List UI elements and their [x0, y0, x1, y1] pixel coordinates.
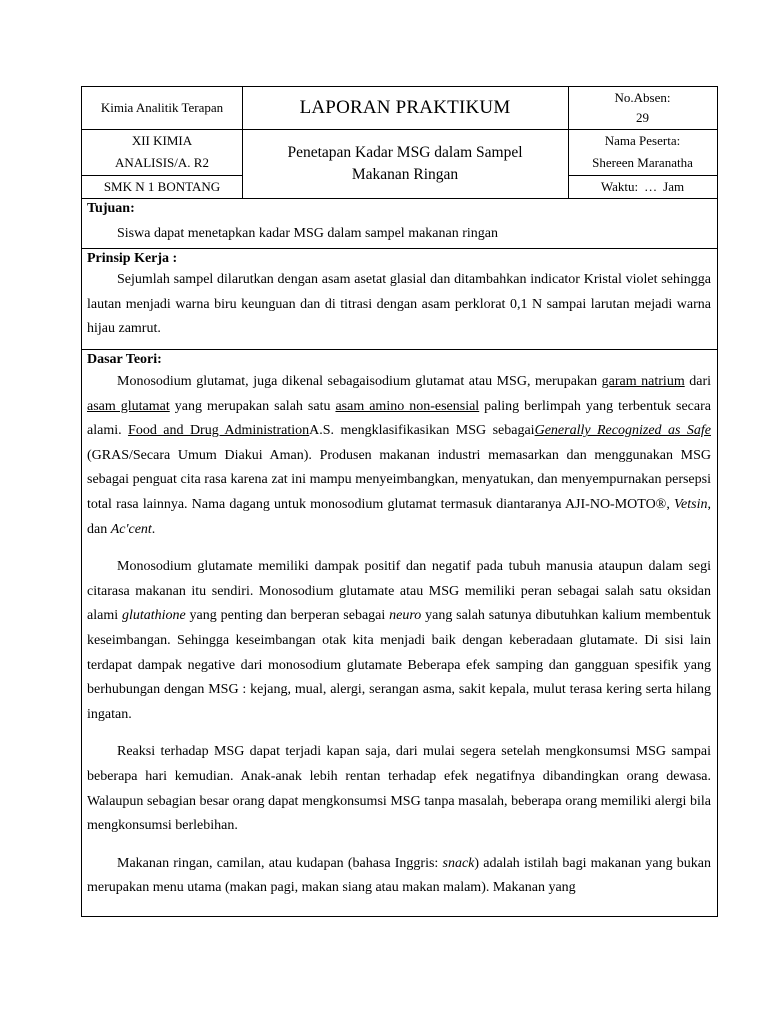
name-value: Shereen Maranatha: [592, 155, 693, 170]
text-run: (GRAS/Secara Umum Diakui Aman). Produsen makanan industri memasarkan dan menggunakan MSG sebagai penguat cita rasa karena zat ini mampu menyeimbangkan, menyatukan, dan menyempurnakan persepsi total rasa lainnya. Nama dagang untuk monosodium glutamat termasuk diantaranya AJI-NO-MOTO®,: [87, 447, 711, 512]
class-cell: [82, 129, 242, 175]
text-run: .: [151, 521, 156, 537]
waktu-cell: [568, 175, 717, 198]
dasar-teori-section: [82, 349, 717, 917]
text-run: A.S. mengklasifikasikan MSG sebagai: [309, 423, 535, 439]
italic-run: snack: [442, 855, 475, 871]
italic-run: glutathione: [121, 608, 186, 624]
link-fda[interactable]: Food and Drug Administration: [128, 423, 310, 439]
topic-cell: Penetapan Kadar MSG dalam Sampel Makanan Ringan: [287, 143, 523, 183]
text-run: Monosodium glutamat, juga dikenal sebagaisodium glutamat atau MSG, merupakan: [117, 374, 602, 389]
dasar-paragraph-1: [87, 370, 711, 542]
italic-run: Vetsin: [674, 496, 708, 512]
text-run: Monosodium glutamate memiliki dampak positif dan negatif pada tubuh manusia ataupun dalam segi citarasa makanan itu sendiri. Monosodium glutamate atau MSG memiliki peran sebagai salah satu oksidan alami: [87, 559, 711, 624]
text-run: ) adalah istilah bagi makanan yang bukan merupakan menu utama (makan pagi, makan siang atau makan malam). Makanan yang: [87, 855, 711, 896]
text-run: , dan: [87, 496, 711, 537]
class-line-1: XII KIMIA: [131, 133, 193, 148]
dasar-paragraph-3: Reaksi terhadap MSG dapat terjadi kapan saja, dari mulai segera setelah mengkonsumsi MSG sampai beberapa hari kemudian. Anak-anak lebih rentan terhadap efek negatifnya dibandingkan orang dewasa. Walaupun sebagian besar orang dapat mengkonsumsi MSG tanpa masalah, beberapa orang memiliki alergi bila mengkonsumsi berlebihan.: [87, 744, 711, 834]
class-line-2: ANALISIS/A. R2: [115, 155, 209, 170]
name-label: Nama Peserta:: [604, 133, 681, 148]
report-header-table: [82, 87, 717, 198]
link-asam-glutamat[interactable]: asam glutamat: [87, 398, 170, 414]
absen-value: 29: [636, 110, 649, 125]
italic-run: Ac'cent: [110, 521, 152, 537]
report-page: [81, 86, 718, 917]
link-garam-natrium[interactable]: garam natrium: [601, 374, 685, 389]
waktu-dots: …: [644, 178, 658, 194]
text-run: Makanan ringan, camilan, atau kudapan (bahasa Inggris:: [117, 855, 443, 871]
waktu-unit: Jam: [663, 178, 685, 194]
prinsip-section: [82, 248, 717, 349]
link-gras[interactable]: Generally Recognized as Safe: [534, 423, 711, 439]
text-run: paling berlimpah yang terbentuk secara alami.: [87, 398, 711, 439]
prinsip-text: Sejumlah sampel dilarutkan dengan asam asetat glasial dan ditambahkan indicator Kristal violet sehingga lautan menjadi warna biru keunguan dan di titrasi dengan asam perklorat 0,1 N sampai larutan mejadi warna hijau zamrut.: [87, 272, 711, 337]
dasar-teori-title: Dasar Teori:: [87, 352, 162, 367]
waktu-label: Waktu:: [600, 178, 639, 194]
school-cell: SMK N 1 BONTANG: [103, 178, 221, 194]
tujuan-title: Tujuan:: [87, 201, 135, 216]
text-run: dari: [684, 374, 711, 389]
italic-run: neuro: [389, 608, 422, 624]
dasar-paragraph-4: [87, 852, 711, 901]
dasar-paragraph-2: [87, 555, 711, 727]
text-run: yang salah satunya dibutuhkan kalium membentuk keseimbangan. Sehingga keseimbangan otak kita menjadi baik dengan keberadaan glutamate. Di sisi lain terdapat dampak negative dari monosodium glutamate Beberapa efek samping dan gangguan spesifik yang berhubungan dengan MSG : kejang, mual, alergi, serangan asma, sakit kepala, mulut terasa kering serta hilang ingatan.: [87, 608, 711, 722]
prinsip-title: Prinsip Kerja :: [87, 251, 178, 266]
subject-cell: Kimia Analitik Terapan: [100, 100, 224, 115]
text-run: yang penting dan berperan sebagai: [185, 608, 390, 624]
report-title: LAPORAN PRAKTIKUM: [299, 97, 511, 118]
absen-label: No.Absen:: [614, 90, 671, 105]
link-asam-amino[interactable]: asam amino non-esensial: [335, 398, 480, 414]
tujuan-text: Siswa dapat menetapkan kadar MSG dalam sampel makanan ringan: [117, 226, 498, 241]
absen-cell: [568, 87, 717, 129]
tujuan-section: [82, 198, 717, 248]
name-cell: [568, 129, 717, 175]
text-run: yang merupakan salah satu: [169, 398, 336, 414]
